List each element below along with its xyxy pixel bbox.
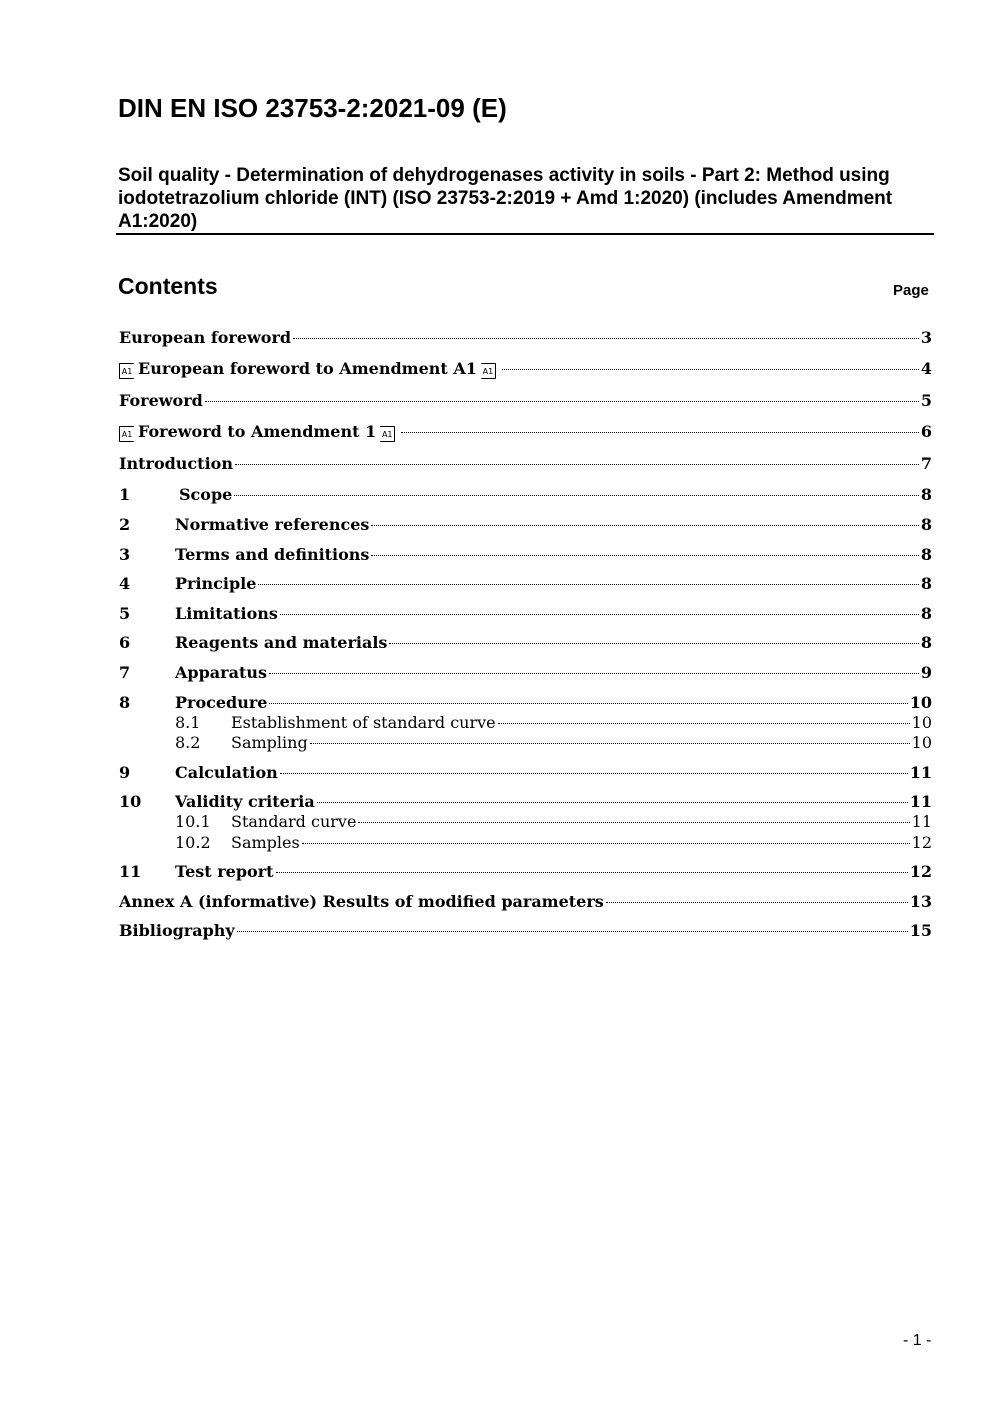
toc-entry-title: Establishment of standard curve <box>231 713 496 732</box>
toc-entry-title: Sampling <box>231 733 308 752</box>
toc-entry-page: 11 <box>909 792 932 811</box>
toc-leader-dots <box>269 673 919 674</box>
toc-entry-title: Procedure <box>175 693 268 712</box>
toc-entry-page: 8 <box>920 633 932 652</box>
toc-entry-number: 11 <box>119 862 142 881</box>
toc-entry-number: 3 <box>119 545 131 564</box>
toc-entry-test-report[interactable] <box>119 862 932 884</box>
toc-entry-page: 8 <box>920 485 932 504</box>
toc-entry-number: 1 <box>119 485 131 504</box>
toc-entry-title: Samples <box>231 833 300 852</box>
toc-entry-page: 9 <box>920 663 932 682</box>
toc-entry-bibliography[interactable] <box>119 921 932 943</box>
toc-entry-page: 11 <box>911 812 932 831</box>
toc-entry-page: 10 <box>911 713 932 732</box>
toc-leader-dots <box>280 614 919 615</box>
toc-entry-title: Principle <box>175 574 257 593</box>
toc-entry-page: 13 <box>909 892 932 911</box>
toc-entry-title: Calculation <box>175 763 278 782</box>
toc-entry-title: Terms and definitions <box>175 545 370 564</box>
toc-entry-apparatus[interactable] <box>119 663 932 685</box>
toc-leader-dots <box>371 555 918 556</box>
toc-entry-foreword[interactable] <box>119 391 932 413</box>
toc-entry-foreword-amendment[interactable] <box>119 422 932 444</box>
toc-entry-title: Apparatus <box>175 663 267 682</box>
toc-entry-number: 8.2 <box>175 733 201 752</box>
toc-entry-page: 8 <box>920 515 932 534</box>
amendment-end-icon: A1 <box>380 426 395 442</box>
toc-entry-european-foreword[interactable] <box>119 328 932 350</box>
toc-leader-dots <box>358 822 909 823</box>
toc-entry-european-foreword-amendment[interactable] <box>119 359 932 381</box>
toc-entry-page: 15 <box>909 921 932 940</box>
toc-entry-title: Scope <box>179 485 233 504</box>
toc-entry-title: Bibliography <box>119 921 235 940</box>
toc-entry-samples[interactable] <box>119 833 932 855</box>
toc-leader-dots <box>317 802 908 803</box>
toc-entry-page: 8 <box>920 545 932 564</box>
document-subtitle: Soil quality - Determination of dehydrogenases activity in soils - Part 2: Method using iodotetrazolium chloride (INT) (ISO 23753-2:2019 + Amd 1:2020) (includes Amendment A1:2020) <box>118 165 893 232</box>
toc-entry-number: 2 <box>119 515 131 534</box>
toc-leader-dots <box>205 401 919 402</box>
toc-leader-dots <box>302 843 910 844</box>
toc-entry-number: 6 <box>119 633 131 652</box>
toc-entry-title: Reagents and materials <box>175 633 388 652</box>
toc-leader-dots <box>237 931 908 932</box>
toc-leader-dots <box>280 773 908 774</box>
toc-entry-validity-criteria[interactable] <box>119 792 932 814</box>
toc-entry-title: Standard curve <box>231 812 357 831</box>
toc-leader-dots <box>276 872 908 873</box>
document-title: DIN EN ISO 23753-2:2021-09 (E) <box>118 93 507 123</box>
toc-entry-title: European foreword to Amendment A1 <box>138 359 477 378</box>
amendment-start-icon: A1 <box>119 363 134 379</box>
toc-entry-title: Test report <box>175 862 274 881</box>
toc-entry-number: 8.1 <box>175 713 201 732</box>
toc-entry-introduction[interactable] <box>119 454 932 476</box>
toc-entry-title: Limitations <box>175 604 278 623</box>
toc-entry-annex-a[interactable] <box>119 892 932 914</box>
toc-entry-page: 8 <box>920 574 932 593</box>
toc-entry-title: Validity criteria <box>175 792 315 811</box>
toc-leader-dots <box>371 525 918 526</box>
toc-entry-number: 9 <box>119 763 131 782</box>
toc-entry-sampling[interactable] <box>119 733 932 755</box>
toc-leader-dots <box>269 703 907 704</box>
toc-leader-dots <box>293 338 919 339</box>
toc-leader-dots <box>498 723 910 724</box>
toc-entry-number: 10.1 <box>175 812 211 831</box>
toc-entry-standard-curve[interactable] <box>119 812 932 834</box>
toc-entry-number: 4 <box>119 574 131 593</box>
amendment-start-icon: A1 <box>119 426 134 442</box>
toc-entry-number: 10 <box>119 792 142 811</box>
toc-leader-dots <box>401 432 919 433</box>
toc-entry-calculation[interactable] <box>119 763 932 785</box>
toc-leader-dots <box>258 584 918 585</box>
toc-entry-principle[interactable] <box>119 574 932 596</box>
toc-entry-page: 4 <box>920 359 932 378</box>
toc-entry-number: 5 <box>119 604 131 623</box>
toc-leader-dots <box>389 643 918 644</box>
toc-entry-page: 3 <box>920 328 932 347</box>
toc-entry-page: 12 <box>911 833 932 852</box>
toc-entry-reagents[interactable] <box>119 633 932 655</box>
contents-heading: Contents <box>118 273 218 299</box>
toc-entry-scope[interactable] <box>119 485 932 507</box>
toc-entry-standard-curve-establishment[interactable] <box>119 713 932 735</box>
toc-leader-dots <box>606 902 908 903</box>
title-divider <box>116 233 934 235</box>
toc-entry-procedure[interactable] <box>119 693 932 715</box>
toc-entry-title: Introduction <box>119 454 233 473</box>
toc-entry-page: 8 <box>920 604 932 623</box>
toc-leader-dots <box>235 464 919 465</box>
page-column-label: Page <box>893 282 929 299</box>
toc-entry-title: Foreword to Amendment 1 <box>138 422 377 441</box>
toc-entry-title: Annex A (informative) Results of modified parameters <box>119 892 604 911</box>
toc-entry-page: 10 <box>909 693 932 712</box>
toc-entry-page: 5 <box>920 391 932 410</box>
toc-entry-title: Foreword <box>119 391 203 410</box>
toc-entry-page: 11 <box>909 763 932 782</box>
toc-entry-number: 7 <box>119 663 131 682</box>
toc-entry-terms-definitions[interactable] <box>119 545 932 567</box>
toc-entry-title: Normative references <box>175 515 370 534</box>
toc-leader-dots <box>502 369 919 370</box>
toc-entry-page: 12 <box>909 862 932 881</box>
toc-entry-title: European foreword <box>119 328 292 347</box>
toc-entry-page: 10 <box>911 733 932 752</box>
toc-leader-dots <box>234 495 919 496</box>
toc-entry-number: 8 <box>119 693 131 712</box>
toc-entry-page: 7 <box>920 454 932 473</box>
toc-entry-normative-references[interactable] <box>119 515 932 537</box>
toc-entry-number: 10.2 <box>175 833 211 852</box>
toc-entry-page: 6 <box>920 422 932 441</box>
toc-leader-dots <box>310 743 910 744</box>
toc-entry-limitations[interactable] <box>119 604 932 626</box>
page-number: - 1 - <box>903 1332 932 1349</box>
amendment-end-icon: A1 <box>481 363 496 379</box>
